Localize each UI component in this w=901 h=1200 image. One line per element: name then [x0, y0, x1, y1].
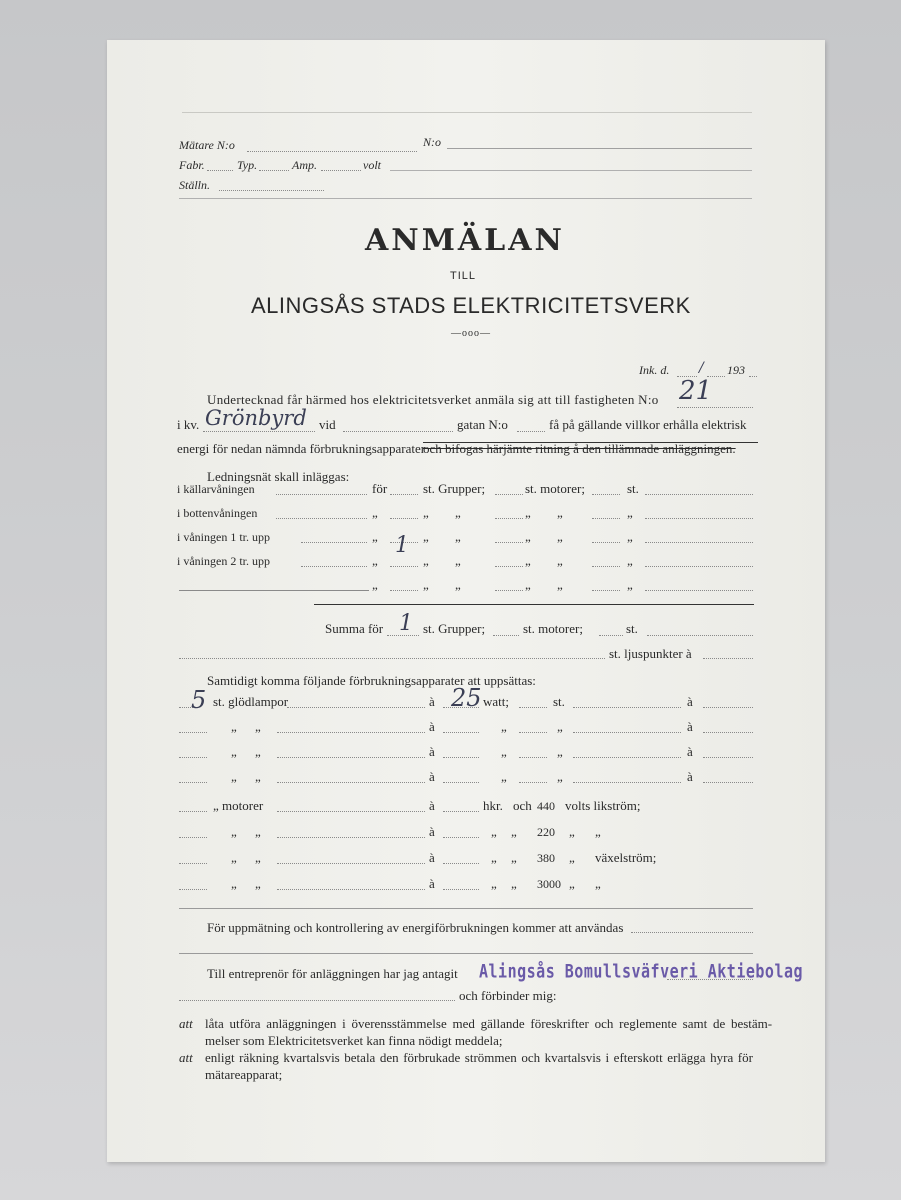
ledning-st: „	[627, 505, 633, 520]
ledning-for-field	[390, 590, 418, 591]
fabr-field	[207, 170, 233, 171]
ledning-st-trailing	[645, 518, 753, 519]
gatan-no-field	[517, 431, 545, 432]
lamp-watt: watt;	[483, 694, 509, 709]
motor-dots	[277, 889, 425, 890]
ledning-st-field	[592, 518, 620, 519]
ledning-row-label: i bottenvåningen	[177, 506, 258, 520]
ljuspunkter-a-field	[703, 658, 753, 659]
ledning-st: „	[627, 577, 633, 592]
lamp-qty-field	[179, 732, 207, 733]
lamp-a2-field	[703, 732, 753, 733]
ledning-row-label: i källarvåningen	[177, 482, 255, 496]
lamp-a: à	[429, 719, 435, 734]
intro-villkor: få på gällande villkor erhålla elektrisk	[549, 417, 747, 432]
document-subtitle: ALINGSÅS STADS ELEKTRICITETSVERK	[251, 293, 691, 318]
clause-2-text-2: mätareapparat;	[205, 1067, 283, 1082]
ledning-grupper: „	[423, 553, 429, 568]
forbinder-field	[179, 1000, 455, 1001]
lamp-a2: à	[687, 744, 693, 759]
ornament: —ooo—	[451, 328, 491, 339]
fabr-label: Fabr.	[179, 158, 205, 172]
ledning-st-trailing	[645, 566, 753, 567]
motor-a: à	[429, 798, 435, 813]
ledning-for: „	[372, 553, 378, 568]
ledning-for-field	[390, 566, 418, 567]
typ-field	[259, 170, 289, 171]
summa-label: Summa för	[325, 621, 384, 636]
lamp-st-trailing	[573, 782, 681, 783]
intro-line-1: Undertecknad får härmed hos elektricitetsverket anmäla sig att till fastigheten N:o	[207, 392, 659, 407]
motor-och: „	[511, 876, 517, 891]
motor-och: „	[511, 850, 517, 865]
motor-hkr: „	[491, 876, 497, 891]
ledning-st-field	[592, 542, 620, 543]
ledning-st-field	[592, 494, 620, 495]
motor-volts: 220	[537, 825, 555, 839]
summa-grupper: st. Grupper;	[423, 621, 486, 636]
handwritten-glodlampor-antal: 5	[191, 686, 207, 714]
motor-qty-field	[179, 863, 207, 864]
ledning-st: „	[627, 529, 633, 544]
volt-label: volt	[363, 158, 381, 172]
ledning-row-blank	[179, 590, 369, 591]
motor-desc-2: växelström;	[595, 850, 657, 865]
entreprenor-label: Till entreprenör för anläggningen har jag antagit	[207, 966, 458, 981]
lamp-st: „	[557, 744, 563, 759]
lamp-st-field	[519, 757, 547, 758]
ledning-motorer-field	[495, 542, 523, 543]
lamp-watt-field	[443, 782, 479, 783]
ledning-motorer: „	[525, 505, 531, 520]
motor-hkr-field	[443, 811, 479, 812]
motor-hkr: „	[491, 850, 497, 865]
entreprenor-field	[667, 979, 753, 980]
lamp-a2: à	[687, 769, 693, 784]
ledning-st-trailing	[645, 494, 753, 495]
lamp-st: „	[557, 719, 563, 734]
ljuspunkter-label: st. ljuspunkter à	[609, 646, 692, 661]
ledning-grupper: „	[423, 505, 429, 520]
motor-q: „	[255, 876, 261, 891]
ledning-row-dots	[301, 542, 367, 543]
clause-2-text-1: enligt räkning kvartalsvis betala den förbrukade strömmen och kvartalsvis i efterskott erlägga hyra för	[205, 1050, 753, 1065]
motor-name: „	[231, 850, 237, 865]
motor-volts: 3000	[537, 877, 561, 891]
ledning-motorer: „	[525, 529, 531, 544]
intro-struck-text: och bifogas härjämte ritning å den tillämnade anläggningen.	[423, 441, 736, 456]
motor-a: à	[429, 850, 435, 865]
motor-qty-field	[179, 837, 207, 838]
ledning-motorer-2: „	[557, 577, 563, 592]
header-rule	[182, 112, 752, 113]
ledning-st-field	[592, 590, 620, 591]
document-title: ANMÄLAN	[365, 223, 565, 258]
typ-label: Typ.	[237, 158, 258, 172]
kvarter-field	[203, 431, 315, 432]
ledning-st-field	[592, 566, 620, 567]
ledning-motorer-field	[495, 590, 523, 591]
ledning-motorer-2: „	[557, 553, 563, 568]
lamp-name: „	[231, 744, 237, 759]
lamp-q: „	[255, 744, 261, 759]
volt-field	[390, 170, 752, 171]
motor-hkr: „	[491, 824, 497, 839]
ledning-st-trailing	[645, 590, 753, 591]
ljuspunkter-field	[179, 658, 605, 659]
motor-name: „ motorer	[213, 798, 264, 813]
no-label: N:o	[423, 135, 441, 149]
ledning-grupper-2: „	[455, 577, 461, 592]
ink-slash: /	[699, 360, 704, 376]
lamp-watt-field	[443, 757, 479, 758]
motor-desc: „	[569, 876, 575, 891]
motor-hkr-field	[443, 863, 479, 864]
summa-motorer: st. motorer;	[523, 621, 583, 636]
lamp-watt: „	[501, 719, 507, 734]
ledning-for-field	[390, 518, 418, 519]
clause-1-text-2: melser som Elektricitetsverket kan finna nödigt meddela;	[205, 1033, 503, 1048]
matare-field	[247, 151, 417, 152]
lamp-dots	[277, 782, 425, 783]
stalln-field	[219, 190, 324, 191]
ledning-motorer-field	[495, 566, 523, 567]
ledning-grupper: „	[423, 577, 429, 592]
ledning-motorer-2: „	[557, 529, 563, 544]
ledning-grupper-2: „	[455, 529, 461, 544]
lamp-watt-field	[443, 732, 479, 733]
ledning-st-trailing	[645, 542, 753, 543]
stalln-label: Ställn.	[179, 178, 211, 192]
matare-label: Mätare N:o	[179, 138, 235, 152]
motor-desc: „	[569, 850, 575, 865]
lamp-name: „	[231, 769, 237, 784]
lamp-qty-field	[179, 782, 207, 783]
handwritten-kvarter: Grönbyrd	[205, 406, 307, 430]
lamp-name: „	[231, 719, 237, 734]
entreprenor-stamp: Alingsås Bomullsväfveri Aktiebolag	[479, 959, 804, 983]
lamp-watt: „	[501, 769, 507, 784]
gata-field	[343, 431, 453, 432]
ink-year-field	[749, 376, 757, 377]
motor-desc-2: „	[595, 876, 601, 891]
separator-1	[179, 908, 753, 909]
lamp-dots	[277, 757, 425, 758]
lamp-a2-field	[703, 707, 753, 708]
ledning-row-dots	[301, 566, 367, 567]
motor-och: och	[513, 798, 532, 813]
lamp-a2-field	[703, 757, 753, 758]
ledning-heading: Ledningsnät skall inläggas:	[207, 469, 350, 484]
lamp-a: à	[429, 769, 435, 784]
motor-desc: „	[569, 824, 575, 839]
ledning-row-dots	[276, 494, 367, 495]
motor-dots	[277, 863, 425, 864]
ledning-grupper: st. Grupper;	[423, 481, 486, 496]
lamp-watt: „	[501, 744, 507, 759]
ledning-for: „	[372, 505, 378, 520]
lamp-qty-field	[179, 757, 207, 758]
handwritten-watt: 25	[451, 684, 482, 712]
motor-q: „	[255, 850, 261, 865]
no-field	[447, 148, 752, 149]
ledning-for-field	[390, 494, 418, 495]
fastighet-field	[677, 407, 753, 408]
motor-dots	[277, 837, 425, 838]
motor-qty-field	[179, 811, 207, 812]
motor-a: à	[429, 876, 435, 891]
lamp-st: „	[557, 769, 563, 784]
matning-text: För uppmätning och kontrollering av energiförbrukningen kommer att användas	[207, 920, 624, 935]
clause-1-text-1: låta utföra anläggningen i överensstämmelse med gällande föreskrifter och reglemente samt de bestäm-	[205, 1016, 773, 1031]
motor-dots	[277, 811, 425, 812]
motor-och: „	[511, 824, 517, 839]
ledning-motorer: „	[525, 577, 531, 592]
separator-2	[179, 953, 753, 954]
intro-vid-label: vid	[319, 417, 336, 432]
matning-field	[631, 932, 753, 933]
intro-energi: energi för nedan nämnda förbrukningsapparater	[177, 441, 426, 456]
ledning-for: „	[372, 577, 378, 592]
motor-desc: volts likström;	[565, 798, 641, 813]
lamp-st-field	[519, 782, 547, 783]
ledning-grupper-2: „	[455, 505, 461, 520]
clause-2-att: att	[179, 1050, 193, 1065]
ledning-row-label: i våningen 2 tr. upp	[177, 554, 270, 568]
lamp-q: „	[255, 769, 261, 784]
ledning-st: st.	[627, 481, 639, 496]
motor-q: „	[255, 824, 261, 839]
lamp-name: st. glödlampor	[213, 694, 289, 709]
lamp-st-trailing	[573, 732, 681, 733]
ledning-for: „	[372, 529, 378, 544]
clause-1-att: att	[179, 1016, 193, 1031]
lamp-st-field	[519, 732, 547, 733]
lamp-a: à	[429, 694, 435, 709]
motor-hkr-field	[443, 889, 479, 890]
handwritten-fastighet-no: 21	[679, 376, 713, 406]
motor-volts: 440	[537, 799, 555, 813]
amp-field	[321, 170, 361, 171]
lamp-dots	[277, 732, 425, 733]
summa-rule	[314, 604, 754, 605]
lamp-q: „	[255, 719, 261, 734]
lamp-st-field	[519, 707, 547, 708]
handwritten-summa-grupper: 1	[399, 611, 413, 636]
motor-a: à	[429, 824, 435, 839]
struck-overline	[423, 442, 758, 443]
header-bottom-rule	[179, 198, 752, 199]
motor-hkr-field	[443, 837, 479, 838]
motor-hkr: hkr.	[483, 798, 503, 813]
lamp-a2-field	[703, 782, 753, 783]
summa-st-trailing-field	[647, 635, 753, 636]
ledning-row-dots	[276, 518, 367, 519]
ledning-motorer: st. motorer;	[525, 481, 585, 496]
ledning-motorer-2: „	[557, 505, 563, 520]
ledning-grupper: „	[423, 529, 429, 544]
lamp-st-trailing	[573, 707, 681, 708]
summa-st: st.	[626, 621, 638, 636]
handwritten-grupper-vaning1: 1	[395, 533, 409, 558]
ledning-grupper-2: „	[455, 553, 461, 568]
ledning-motorer-field	[495, 494, 523, 495]
lamp-a: à	[429, 744, 435, 759]
lamp-a2: à	[687, 719, 693, 734]
intro-gatan-label: gatan N:o	[457, 417, 508, 432]
ledning-row-label: i våningen 1 tr. upp	[177, 530, 270, 544]
ink-label: Ink. d.	[639, 363, 670, 377]
lamp-dots	[287, 707, 425, 708]
amp-label: Amp.	[292, 158, 317, 172]
ledning-st: „	[627, 553, 633, 568]
intro-kv-label: i kv.	[177, 417, 200, 432]
lamp-st: st.	[553, 694, 565, 709]
ledning-for: för	[372, 481, 388, 496]
lamp-a2: à	[687, 694, 693, 709]
motor-name: „	[231, 824, 237, 839]
till-label: TILL	[450, 270, 477, 282]
summa-motorer-field	[493, 635, 519, 636]
motor-volts: 380	[537, 851, 555, 865]
forbinder-text: och förbinder mig:	[459, 988, 557, 1003]
ledning-motorer: „	[525, 553, 531, 568]
summa-st-field	[599, 635, 623, 636]
lamp-st-trailing	[573, 757, 681, 758]
ledning-motorer-field	[495, 518, 523, 519]
ink-year: 193	[727, 363, 745, 377]
apparater-heading: Samtidigt komma följande förbrukningsapparater att uppsättas:	[207, 673, 536, 688]
motor-qty-field	[179, 889, 207, 890]
motor-name: „	[231, 876, 237, 891]
document-sheet	[107, 40, 825, 1162]
motor-desc-2: „	[595, 824, 601, 839]
